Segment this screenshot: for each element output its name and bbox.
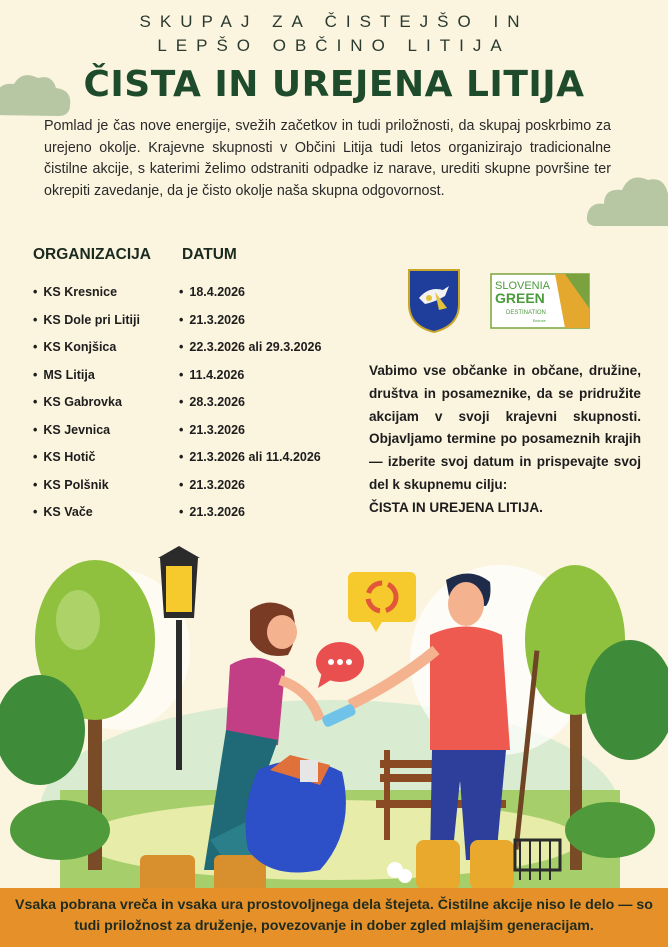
list-item: • 21.3.2026 [179,505,321,533]
page-title: ČISTA IN UREJENA LITIJA [83,64,585,105]
logos-graphic [405,268,595,334]
svg-text:DESTINATION: DESTINATION [506,310,546,316]
invitation-paragraph [369,360,641,520]
svg-text:GREEN: GREEN [495,290,545,306]
list-item: • KS Kresnice [33,285,140,313]
date-list [179,285,321,533]
invitation-text: Vabimo vse občanke in občane, družine, društva in posameznike, da se pridružite akcijam v svoji krajevni skupnosti. Objavljamo termine po posameznih krajih — izberite svoj datum in prispevajte svoj del k skupnemu cilju: [369,363,641,492]
list-item: • KS Konjšica [33,340,140,368]
kicker-line-2: LEPŠO OBČINO LITIJA [157,36,511,55]
chat-bubble-icon [316,642,364,688]
footer-banner: Vsaka pobrana vreča in vsaka ura prostovoljnega dela štejeta. Čistilne akcije niso le delo — so tudi priložnost za druženje, povezovanje in dober zgled mlajšim generacijam. [0,888,668,947]
organization-column-header: ORGANIZACIJA [33,246,151,263]
list-item: • KS Hotič [33,450,140,478]
logos-row [405,268,595,339]
list-item: • 21.3.2026 ali 11.4.2026 [179,450,321,478]
list-item: • 18.4.2026 [179,285,321,313]
svg-text:Bronze: Bronze [533,318,546,323]
list-item: • KS Dole pri Litiji [33,313,140,341]
list-item: • 28.3.2026 [179,395,321,423]
municipal-coat-of-arms-icon [409,270,459,332]
organization-list [33,285,140,533]
date-column-header: DATUM [182,246,237,263]
svg-text:SLOVENIA: SLOVENIA [495,280,551,292]
list-item: • 22.3.2026 ali 29.3.2026 [179,340,321,368]
volunteers-illustration [0,540,668,890]
list-item: • 21.3.2026 [179,313,321,341]
list-item: • KS Vače [33,505,140,533]
list-item: • 21.3.2026 [179,423,321,451]
list-item: • 21.3.2026 [179,478,321,506]
list-item: • KS Polšnik [33,478,140,506]
trash-bag [246,755,346,873]
recycle-icon [348,572,416,632]
list-item: • KS Jevnica [33,423,140,451]
invitation-emphasis: ČISTA IN UREJENA LITIJA. [369,499,543,515]
list-item: • MS Litija [33,368,140,396]
slovenia-green-logo [491,274,589,328]
list-item: • 11.4.2026 [179,368,321,396]
list-item: • KS Gabrovka [33,395,140,423]
intro-paragraph: Pomlad je čas nove energije, svežih začetkov in tudi priložnosti, da skupaj poskrbimo za urejeno okolje. Krajevne skupnosti v Občini Litija tudi letos organizirajo tradicionalne čistilne akcije, s katerimi želimo odstraniti odpadke iz narave, urediti skupne površine ter okrepiti zavedanje, da je čisto okolje naša skupna odgovornost. [44,118,611,199]
kicker-line-1: SKUPAJ ZA ČISTEJŠO IN [139,12,529,31]
